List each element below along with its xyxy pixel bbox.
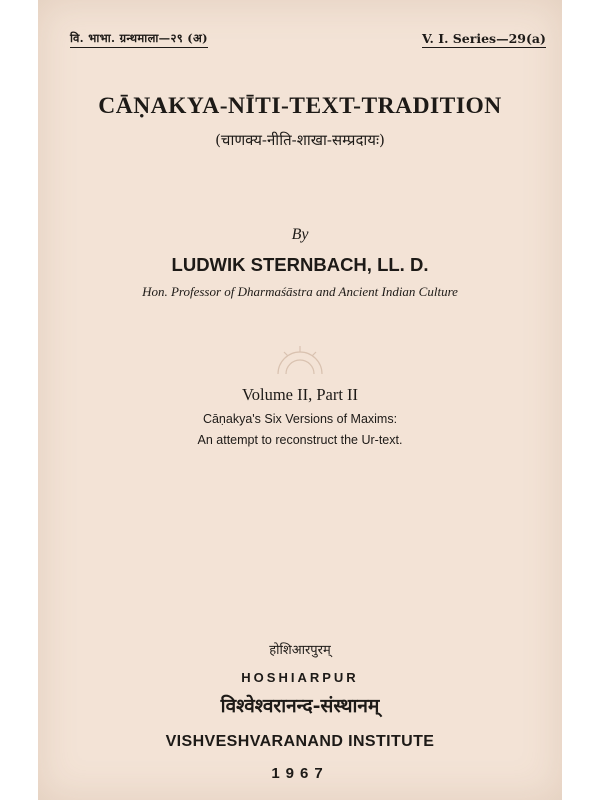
place-devanagari: होशिआरपुरम् <box>269 643 331 658</box>
place-name: HOSHIARPUR <box>241 670 359 685</box>
series-devanagari: वि. भाभा. ग्रन्थमाला—२९ (अ) <box>70 31 208 48</box>
book-title: CĀṆAKYA-NĪTI-TEXT-TRADITION <box>98 93 502 119</box>
publication-year: 1967 <box>271 765 329 782</box>
institute-devanagari: विश्वेश्वरानन्द-संस्थानम् <box>220 695 380 717</box>
by-label: By <box>291 226 309 243</box>
book-title-devanagari: (चाणक्य-नीति-शाखा-सम्प्रदायः) <box>215 131 385 149</box>
volume-label: Volume II, Part II <box>241 385 359 404</box>
series-number: V. I. Series—29(a) <box>422 31 546 46</box>
author-title: Hon. Professor of Dharmaśāstra and Ancient Indian Culture <box>142 284 458 299</box>
institute-name: VISHVESHVARANAND INSTITUTE <box>165 733 435 750</box>
volume-subtitle-line-2: An attempt to reconstruct the Ur-text. <box>197 433 403 447</box>
author-name: LUDWIK STERNBACH, LL. D. <box>171 254 429 275</box>
faint-emblem-icon <box>268 340 332 380</box>
volume-subtitle-line-1: Cāṇakya's Six Versions of Maxims: <box>202 412 398 426</box>
